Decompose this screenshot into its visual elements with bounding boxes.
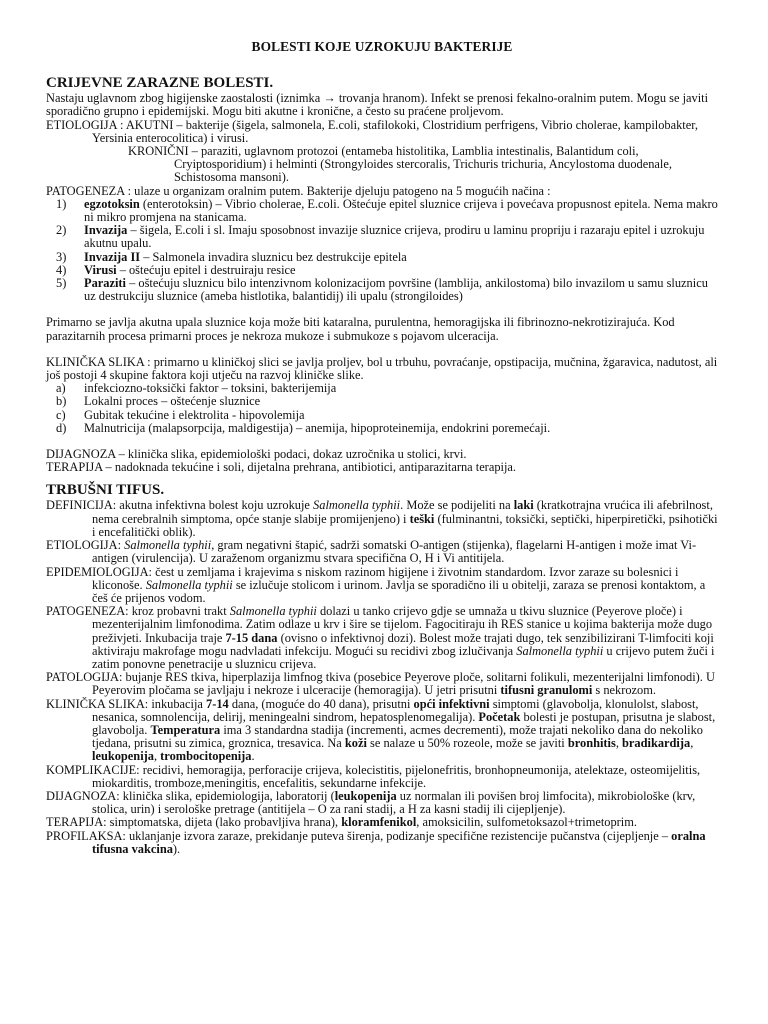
list-item: d) Malnutricija (malapsorpcija, maldigestija) – anemija, hipoproteinemija, endokrini poremećaji. <box>56 420 551 435</box>
epidemiologija-paragraph: EPIDEMIOLOGIJA: čest u zemljama i krajevima s niskom razinom higijene i životnim standardom. Izvor zaraze su bolesnici i kliconoše. Salmonella typhii se izlučuje stolicom i urinom. Javlja se sporadično ili u obitelji, zaraza se prenosi kontaktom, a češ će prijenos vodom. <box>46 564 706 605</box>
terapija-line: TERAPIJA – nadoknada tekućine i soli, dijetalna prehrana, antibiotici, antiparazitarna terapija. <box>46 460 516 475</box>
patologija-paragraph: PATOLOGIJA: bujanje RES tkiva, hiperplazija limfnog tkiva (posebice Peyerove ploče, solitarni folikuli, mezenterijalni limfonodi). U Peyerovim pločama se javljaju i nekroze i ulceracije (hemoragija). U jetri prisutni tifusni granulomi s nekrozom. <box>46 670 715 698</box>
klinicka-slika-paragraph: KLINIČKA SLIKA : primarno u kliničkoj slici se javlja proljev, bol u trbuhu, povraćanje, opstipacija, mučnina, žgaravica, nadutost, ali još postoji 4 skupine faktora koji utječu na razvoj kliničke slike. <box>46 354 718 383</box>
list-item: 1) egzotoksin (enterotoksin) – Vibrio cholerae, E.coli. Oštećuje epitel sluznice crijeva i povećava propusnost epitela. Nema makro ni mikro promjena na stanicama. <box>56 196 718 225</box>
etiologija-paragraph: ETIOLOGIJA: Salmonella typhii, gram negativni štapić, sadrži somatski O-antigen (stijenka), flagelarni H-antigen i može imat Vi-antigen (virulencija). U zaraženom organizmu stvara specifična O, H i Vi antitijela. <box>46 538 697 566</box>
komplikacije-paragraph: KOMPLIKACIJE: recidivi, hemoragija, perforacije crijeva, kolecistitis, pijelonefritis, bronhopneumonija, atelektaze, osteomijelitis, miokarditis, tromboze,meningitis, encefalitis, sekundarne infekcije. <box>46 762 701 790</box>
list-item: b) Lokalni proces – oštećenje sluznice <box>56 394 261 409</box>
list-item: c) Gubitak tekućine i elektrolita - hipovolemija <box>56 407 305 422</box>
arrow-icon: → <box>323 91 336 106</box>
section-title-trbusni-tifus: TRBUŠNI TIFUS. <box>46 482 165 499</box>
intro-paragraph: Nastaju uglavnom zbog higijenske zaostalosti (iznimka → trovanja hranom). Infekt se prenosi fekalno-oralnim putem. Mogu se javiti sporadično grupno i epidemijski. Mogu biti akutne i kronične, a često su praćene proljevom. <box>46 91 709 119</box>
primarno-paragraph: Primarno se javlja akutna upala sluznice koja može biti kataralna, purulentna, hemoragijska ili fibrinozno-nekrotizirajuća. Kod parazitarnih procesa primarni proces je nekroza mukoze i submukoze s pojavom ulceracija. <box>46 315 675 343</box>
dijagnoza-line: DIJAGNOZA – klinička slika, epidemiološki podaci, dokaz uzročnika u stolici, krvi. <box>46 447 467 462</box>
section-title-crijevne: CRIJEVNE ZARAZNE BOLESTI. <box>46 75 274 92</box>
klinicka-slika-tifus-paragraph: KLINIČKA SLIKA: inkubacija 7-14 dana, (moguće do 40 dana), prisutni opći infektivni simptomi (glavobolja, klonulolst, slabost, nesanica, somnolencija, delirij, meningealni sindrom, hepatosplenomegalija). Početak bolesti je postupan, prisutna je slabost, glavobolja. Temperatura ima 3 standardna stadija (incrementi, acmes decrementi), može trajati nekoliko dana do nekoliko tjedana, prisutni su zimica, groznica, tresavica. Na koži se nalaze u 50% rozeole, može se javiti bronhitis, bradikardija, leukopenija, trombocitopenija. <box>46 696 716 764</box>
list-item: 4) Virusi – oštećuju epitel i destruiraju resice <box>56 262 296 277</box>
terapija-tifus-paragraph: TERAPIJA: simptomatska, dijeta (lako probavljiva hrana), kloramfenikol, amoksicilin, sulfometoksazol+trimetoprim. <box>46 815 637 830</box>
patogeneza-line: PATOGENEZA : ulaze u organizam oralnim putem. Bakterije djeluju patogeno na 5 mogućih načina : <box>46 183 551 198</box>
patogeneza-paragraph: PATOGENEZA: kroz probavni trakt Salmonella typhii dolazi u tanko crijevo gdje se umnaža u tkivu sluznice (Peyerove ploče) i mezenterijalnim limfonodima. Zatim odlaze u krv i šire se tijelom. Fagocitiraju ih RES stanice u kojima bakterija može dugo preživjeti. Inkubacija traje 7-15 dana (ovisno o infektivnoj dozi). Bolest može trajati dugo, tek senzibilizirani T-limfociti koji aktiviraju makrofage mogu nadvladati infekciju. Mogući su recidivi zbog izlučivanja Salmonella typhii u crijevo putem žuči i zatim ponovne penetracije u sluznicu crijeva. <box>46 604 715 671</box>
list-item: a) infekciozno-toksički faktor – toksini, bakterijemija <box>56 381 337 396</box>
etiologija-kronicni: KRONIČNI – paraziti, uglavnom protozoi (entameba histolitika, Lamblia intestinalis, Balantidum coli, Cryiptosporidium) i helminti (Strongyloides stercoralis, Trichuris trichuria, Ancylostoma duodenale, Schistosoma mansoni). <box>128 144 672 185</box>
factors-list <box>46 382 718 435</box>
etiologija-akutni: ETIOLOGIJA : AKUTNI – bakterije (šigela, salmonela, E.coli, stafilokoki, Clostridium perfrigens, Vibrio cholerae, kampilobakter, Yersinia enterocolitica) i virusi. <box>46 117 698 145</box>
document-body <box>46 40 718 856</box>
dijagnoza-tifus-paragraph: DIJAGNOZA: klinička slika, epidemiologija, laboratorij (leukopenija uz normalan ili povišen broj limfocita), mikrobiološke (krv, stolica, urin) i serološke pretrage (antitijela – O za rani stadij, a H za kasni stadij ili cijepljenje). <box>46 788 696 817</box>
list-item: 2) Invazija – šigela, E.coli i sl. Imaju sposobnost invazije sluznice crijeva, prodiru u laminu propriju i razaraju epitel i uzrokuju akutnu upalu. <box>56 223 705 251</box>
list-item: 5) Paraziti – oštećuju sluznicu bilo intenzivnom kolonizacijom površine (lamblija, ankilostoma) bilo invazilom u samu sluznicu uz destrukciju sluznice (ameba histlotika, balantidij) ili upalu (strongiloides) <box>56 276 708 304</box>
profilaksa-paragraph: PROFILAKSA: uklanjanje izvora zaraze, prekidanje puteva širenja, podizanje specifične rezistencije pučanstva (cijepljenje – oralna tifusna vakcina). <box>46 828 706 856</box>
list-item: 3) Invazija II – Salmonela invadira sluznicu bez destrukcije epitela <box>56 249 407 264</box>
definicija-paragraph: DEFINICIJA: akutna infektivna bolest koju uzrokuje Salmonella typhii. Može se podijeliti na laki (kratkotrajna vrućica ili afebrilnost, nema cerebralnih simptoma, opće stanje slabije promijenjeno) i teški (fulminantni, toksički, septički, hiperpiretički, psihotički i encefalitički oblik). <box>46 498 718 539</box>
mechanisms-list <box>46 198 718 304</box>
document-title: BOLESTI KOJE UZROKUJU BAKTERIJE <box>251 39 513 54</box>
